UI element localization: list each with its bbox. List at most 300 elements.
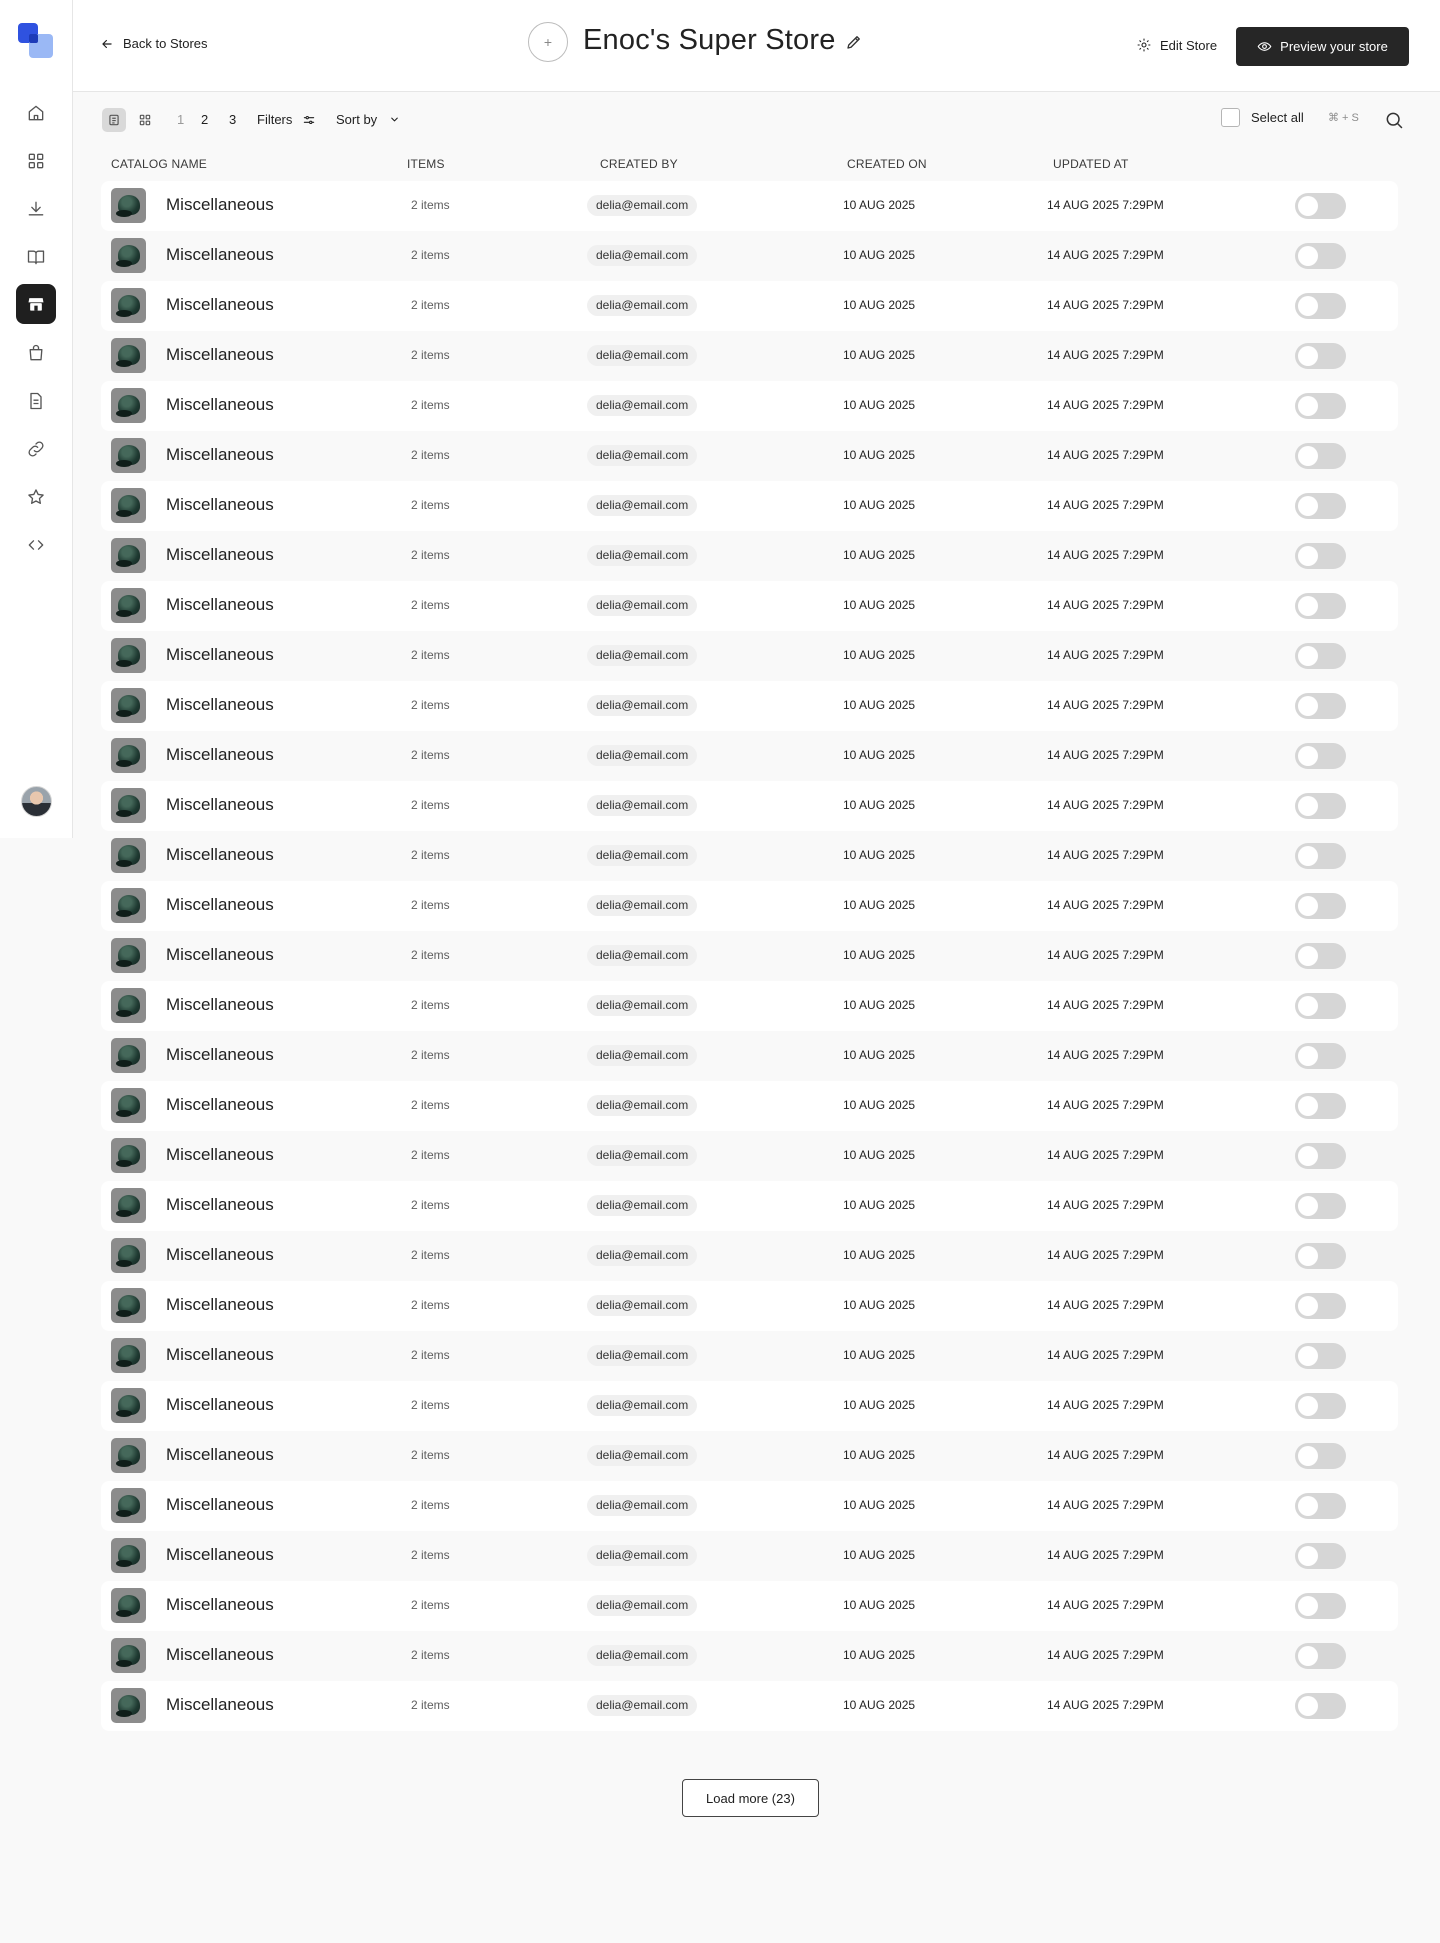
table-row[interactable] <box>101 1181 1398 1231</box>
toggle-knob <box>1298 596 1318 616</box>
catalog-visibility-toggle[interactable] <box>1295 893 1346 919</box>
created-on-date: 10 AUG 2025 <box>843 698 916 712</box>
toggle-knob <box>1298 496 1318 516</box>
catalog-name[interactable]: Miscellaneous <box>166 945 274 964</box>
catalog-visibility-toggle[interactable] <box>1295 943 1346 969</box>
sliders-icon <box>302 113 316 127</box>
updated-at-date: 14 AUG 2025 7:29PM <box>1047 648 1164 662</box>
created-by-email-badge: delia@email.com <box>587 445 697 466</box>
catalog-name[interactable]: Miscellaneous <box>166 1245 274 1264</box>
page-1-button[interactable]: 1 <box>177 112 185 127</box>
sidebar <box>0 0 73 838</box>
table-row[interactable] <box>101 1681 1398 1731</box>
catalog-thumbnail <box>111 388 146 423</box>
star-icon <box>26 487 46 507</box>
updated-at-date: 14 AUG 2025 7:29PM <box>1047 448 1164 462</box>
catalog-name[interactable]: Miscellaneous <box>166 1645 274 1664</box>
catalog-items-count: 2 items <box>411 798 450 812</box>
created-on-date: 10 AUG 2025 <box>843 398 916 412</box>
created-by-email-badge: delia@email.com <box>587 645 697 666</box>
catalog-name[interactable]: Miscellaneous <box>166 695 274 714</box>
nav-dashboard[interactable] <box>16 141 56 181</box>
created-on-date: 10 AUG 2025 <box>843 798 916 812</box>
updated-at-date: 14 AUG 2025 7:29PM <box>1047 1248 1164 1262</box>
catalog-thumbnail <box>111 538 146 573</box>
created-on-date: 10 AUG 2025 <box>843 298 916 312</box>
created-on-date: 10 AUG 2025 <box>843 1498 916 1512</box>
created-on-date: 10 AUG 2025 <box>843 198 916 212</box>
bag-icon <box>26 343 46 363</box>
catalog-name[interactable]: Miscellaneous <box>166 495 274 514</box>
catalog-name[interactable]: Miscellaneous <box>166 795 274 814</box>
created-by-email-badge: delia@email.com <box>587 345 697 366</box>
catalog-thumbnail <box>111 1388 146 1423</box>
table-row[interactable] <box>101 431 1398 481</box>
catalog-visibility-toggle[interactable] <box>1295 1243 1346 1269</box>
catalog-visibility-toggle[interactable] <box>1295 1343 1346 1369</box>
updated-at-date: 14 AUG 2025 7:29PM <box>1047 1448 1164 1462</box>
table-row[interactable] <box>101 1281 1398 1331</box>
table-row[interactable] <box>101 331 1398 381</box>
toggle-knob <box>1298 646 1318 666</box>
table-row[interactable] <box>101 231 1398 281</box>
catalog-items-count: 2 items <box>411 298 450 312</box>
created-by-email-badge: delia@email.com <box>587 1195 697 1216</box>
preview-store-label: Preview your store <box>1280 39 1388 54</box>
catalog-thumbnail <box>111 838 146 873</box>
list-view-icon <box>107 113 121 127</box>
catalog-name[interactable]: Miscellaneous <box>166 1695 274 1714</box>
catalog-visibility-toggle[interactable] <box>1295 493 1346 519</box>
toggle-knob <box>1298 946 1318 966</box>
nav-favorites[interactable] <box>16 477 56 517</box>
created-on-date: 10 AUG 2025 <box>843 1548 916 1562</box>
catalog-items-count: 2 items <box>411 1698 450 1712</box>
table-row[interactable] <box>101 1431 1398 1481</box>
store-logo-upload-button[interactable] <box>528 22 568 62</box>
table-row[interactable] <box>101 681 1398 731</box>
catalog-visibility-toggle[interactable] <box>1295 1093 1346 1119</box>
catalog-items-count: 2 items <box>411 948 450 962</box>
back-to-stores-link[interactable] <box>100 36 208 51</box>
created-on-date: 10 AUG 2025 <box>843 898 916 912</box>
catalog-items-count: 2 items <box>411 1248 450 1262</box>
table-row[interactable] <box>101 1131 1398 1181</box>
nav-stores[interactable] <box>16 284 56 324</box>
created-by-email-badge: delia@email.com <box>587 1295 697 1316</box>
catalog-visibility-toggle[interactable] <box>1295 1143 1346 1169</box>
preview-store-button[interactable] <box>1236 27 1409 66</box>
catalog-thumbnail <box>111 1438 146 1473</box>
table-row[interactable] <box>101 981 1398 1031</box>
catalog-items-count: 2 items <box>411 1448 450 1462</box>
created-on-date: 10 AUG 2025 <box>843 448 916 462</box>
column-header-items[interactable]: ITEMS <box>407 157 445 171</box>
catalog-thumbnail <box>111 588 146 623</box>
created-on-date: 10 AUG 2025 <box>843 748 916 762</box>
chevron-down-icon <box>389 114 400 125</box>
catalog-name[interactable]: Miscellaneous <box>166 195 274 214</box>
created-by-email-badge: delia@email.com <box>587 1545 697 1566</box>
catalog-name[interactable]: Miscellaneous <box>166 295 274 314</box>
edit-store-label: Edit Store <box>1160 37 1218 53</box>
toggle-knob <box>1298 546 1318 566</box>
table-row[interactable] <box>101 281 1398 331</box>
link-icon <box>26 439 46 459</box>
grid-view-button[interactable] <box>133 108 157 132</box>
document-icon <box>26 391 46 411</box>
catalog-name[interactable]: Miscellaneous <box>166 745 274 764</box>
catalog-thumbnail <box>111 1288 146 1323</box>
toggle-knob <box>1298 1696 1318 1716</box>
catalog-thumbnail <box>111 1338 146 1373</box>
catalog-name[interactable]: Miscellaneous <box>166 595 274 614</box>
catalog-thumbnail <box>111 438 146 473</box>
column-header-created-by[interactable]: CREATED BY <box>600 157 678 171</box>
catalog-thumbnail <box>111 788 146 823</box>
search-icon[interactable] <box>1384 110 1404 130</box>
updated-at-date: 14 AUG 2025 7:29PM <box>1047 1148 1164 1162</box>
catalog-visibility-toggle[interactable] <box>1295 1643 1346 1669</box>
table-row[interactable] <box>101 381 1398 431</box>
catalog-visibility-toggle[interactable] <box>1295 543 1346 569</box>
toggle-knob <box>1298 1596 1318 1616</box>
table-row[interactable] <box>101 931 1398 981</box>
catalog-visibility-toggle[interactable] <box>1295 1593 1346 1619</box>
nav-catalog-book[interactable] <box>16 237 56 277</box>
toggle-knob <box>1298 1646 1318 1666</box>
catalog-thumbnail <box>111 488 146 523</box>
created-by-email-badge: delia@email.com <box>587 895 697 916</box>
sort-by-dropdown[interactable] <box>336 112 400 127</box>
table-row[interactable] <box>101 731 1398 781</box>
created-on-date: 10 AUG 2025 <box>843 1448 916 1462</box>
catalog-name[interactable]: Miscellaneous <box>166 1495 274 1514</box>
catalog-items-count: 2 items <box>411 648 450 662</box>
toggle-knob <box>1298 1246 1318 1266</box>
catalog-thumbnail <box>111 988 146 1023</box>
toggle-knob <box>1298 246 1318 266</box>
catalog-visibility-toggle[interactable] <box>1295 1193 1346 1219</box>
table-row[interactable] <box>101 531 1398 581</box>
select-all-checkbox[interactable] <box>1221 108 1240 127</box>
select-all-shortcut: ⌘ + S <box>1328 112 1359 124</box>
catalog-name[interactable]: Miscellaneous <box>166 1295 274 1314</box>
created-by-email-badge: delia@email.com <box>587 295 697 316</box>
created-by-email-badge: delia@email.com <box>587 1395 697 1416</box>
updated-at-date: 14 AUG 2025 7:29PM <box>1047 1698 1164 1712</box>
created-by-email-badge: delia@email.com <box>587 395 697 416</box>
catalog-visibility-toggle[interactable] <box>1295 393 1346 419</box>
top-bar <box>73 0 1440 92</box>
catalog-items-count: 2 items <box>411 1198 450 1212</box>
created-by-email-badge: delia@email.com <box>587 1145 697 1166</box>
catalog-name[interactable]: Miscellaneous <box>166 545 274 564</box>
catalog-thumbnail <box>111 338 146 373</box>
toggle-knob <box>1298 446 1318 466</box>
catalog-thumbnail <box>111 688 146 723</box>
column-header-updated-at[interactable]: UPDATED AT <box>1053 157 1129 171</box>
created-by-email-badge: delia@email.com <box>587 495 697 516</box>
created-on-date: 10 AUG 2025 <box>843 548 916 562</box>
nav-orders[interactable] <box>16 333 56 373</box>
toggle-knob <box>1298 846 1318 866</box>
catalog-items-count: 2 items <box>411 598 450 612</box>
catalog-items-count: 2 items <box>411 448 450 462</box>
code-icon <box>26 535 46 555</box>
home-icon <box>26 103 46 123</box>
column-header-catalog-name[interactable]: CATALOG NAME <box>111 157 207 171</box>
updated-at-date: 14 AUG 2025 7:29PM <box>1047 948 1164 962</box>
updated-at-date: 14 AUG 2025 7:29PM <box>1047 998 1164 1012</box>
catalog-items-count: 2 items <box>411 1648 450 1662</box>
app-logo[interactable] <box>18 23 56 60</box>
download-icon <box>26 199 46 219</box>
catalog-visibility-toggle[interactable] <box>1295 293 1346 319</box>
table-row[interactable] <box>101 1381 1398 1431</box>
updated-at-date: 14 AUG 2025 7:29PM <box>1047 498 1164 512</box>
created-on-date: 10 AUG 2025 <box>843 948 916 962</box>
catalog-name[interactable]: Miscellaneous <box>166 1545 274 1564</box>
load-more-button[interactable]: Load more (23) <box>682 1779 819 1817</box>
catalog-items-count: 2 items <box>411 1298 450 1312</box>
table-row[interactable] <box>101 1581 1398 1631</box>
select-all-label: Select all <box>1251 110 1304 125</box>
created-by-email-badge: delia@email.com <box>587 995 697 1016</box>
eye-icon <box>1257 39 1272 54</box>
updated-at-date: 14 AUG 2025 7:29PM <box>1047 398 1164 412</box>
catalog-name[interactable]: Miscellaneous <box>166 645 274 664</box>
catalog-visibility-toggle[interactable] <box>1295 1043 1346 1069</box>
store-icon <box>26 294 46 314</box>
sort-by-label: Sort by <box>336 112 378 127</box>
catalog-items-count: 2 items <box>411 1048 450 1062</box>
toggle-knob <box>1298 1546 1318 1566</box>
created-on-date: 10 AUG 2025 <box>843 848 916 862</box>
catalog-thumbnail <box>111 1038 146 1073</box>
table-row[interactable] <box>101 881 1398 931</box>
table-row[interactable] <box>101 181 1398 231</box>
table-row[interactable] <box>101 481 1398 531</box>
catalog-visibility-toggle[interactable] <box>1295 343 1346 369</box>
updated-at-date: 14 AUG 2025 7:29PM <box>1047 1548 1164 1562</box>
updated-at-date: 14 AUG 2025 7:29PM <box>1047 848 1164 862</box>
filters-button[interactable] <box>257 112 316 127</box>
created-on-date: 10 AUG 2025 <box>843 248 916 262</box>
created-by-email-badge: delia@email.com <box>587 1245 697 1266</box>
catalog-visibility-toggle[interactable] <box>1295 1493 1346 1519</box>
toggle-knob <box>1298 1196 1318 1216</box>
pencil-icon[interactable] <box>845 33 863 51</box>
table-row[interactable] <box>101 1531 1398 1581</box>
created-on-date: 10 AUG 2025 <box>843 1248 916 1262</box>
catalog-name[interactable]: Miscellaneous <box>166 1345 274 1364</box>
grid-icon <box>26 151 46 171</box>
updated-at-date: 14 AUG 2025 7:29PM <box>1047 898 1164 912</box>
created-by-email-badge: delia@email.com <box>587 1695 697 1716</box>
catalog-thumbnail <box>111 1638 146 1673</box>
grid-view-icon <box>138 113 152 127</box>
table-row[interactable] <box>101 581 1398 631</box>
catalog-name[interactable]: Miscellaneous <box>166 1395 274 1414</box>
catalog-items-count: 2 items <box>411 498 450 512</box>
catalog-thumbnail <box>111 1688 146 1723</box>
catalog-items-count: 2 items <box>411 1398 450 1412</box>
catalog-name[interactable]: Miscellaneous <box>166 895 274 914</box>
toggle-knob <box>1298 296 1318 316</box>
catalog-name[interactable]: Miscellaneous <box>166 1095 274 1114</box>
toggle-knob <box>1298 796 1318 816</box>
catalog-visibility-toggle[interactable] <box>1295 993 1346 1019</box>
created-on-date: 10 AUG 2025 <box>843 1698 916 1712</box>
catalog-name[interactable]: Miscellaneous <box>166 395 274 414</box>
toggle-knob <box>1298 1296 1318 1316</box>
nav-developer[interactable] <box>16 525 56 565</box>
table-row[interactable] <box>101 1231 1398 1281</box>
catalog-name[interactable]: Miscellaneous <box>166 1595 274 1614</box>
catalog-visibility-toggle[interactable] <box>1295 693 1346 719</box>
updated-at-date: 14 AUG 2025 7:29PM <box>1047 1048 1164 1062</box>
toggle-knob <box>1298 1446 1318 1466</box>
catalog-name[interactable]: Miscellaneous <box>166 1145 274 1164</box>
table-row[interactable] <box>101 1481 1398 1531</box>
updated-at-date: 14 AUG 2025 7:29PM <box>1047 1348 1164 1362</box>
catalog-name[interactable]: Miscellaneous <box>166 345 274 364</box>
catalog-visibility-toggle[interactable] <box>1295 243 1346 269</box>
catalog-thumbnail <box>111 1188 146 1223</box>
created-by-email-badge: delia@email.com <box>587 695 697 716</box>
updated-at-date: 14 AUG 2025 7:29PM <box>1047 748 1164 762</box>
updated-at-date: 14 AUG 2025 7:29PM <box>1047 1398 1164 1412</box>
catalog-visibility-toggle[interactable] <box>1295 743 1346 769</box>
select-all-control[interactable] <box>1221 108 1304 127</box>
created-by-email-badge: delia@email.com <box>587 245 697 266</box>
toggle-knob <box>1298 346 1318 366</box>
catalog-visibility-toggle[interactable] <box>1295 1443 1346 1469</box>
updated-at-date: 14 AUG 2025 7:29PM <box>1047 798 1164 812</box>
table-row[interactable] <box>101 631 1398 681</box>
toggle-knob <box>1298 1496 1318 1516</box>
catalog-items-count: 2 items <box>411 998 450 1012</box>
created-by-email-badge: delia@email.com <box>587 195 697 216</box>
catalog-thumbnail <box>111 638 146 673</box>
edit-store-button[interactable] <box>1136 37 1217 53</box>
nav-home[interactable] <box>16 93 56 133</box>
catalog-visibility-toggle[interactable] <box>1295 443 1346 469</box>
updated-at-date: 14 AUG 2025 7:29PM <box>1047 198 1164 212</box>
catalog-thumbnail <box>111 1538 146 1573</box>
created-by-email-badge: delia@email.com <box>587 1445 697 1466</box>
catalog-thumbnail <box>111 238 146 273</box>
catalog-visibility-toggle[interactable] <box>1295 643 1346 669</box>
table-row[interactable] <box>101 831 1398 881</box>
updated-at-date: 14 AUG 2025 7:29PM <box>1047 1098 1164 1112</box>
store-title: Enoc's Super Store <box>583 24 836 56</box>
nav-documents[interactable] <box>16 381 56 421</box>
updated-at-date: 14 AUG 2025 7:29PM <box>1047 1498 1164 1512</box>
created-by-email-badge: delia@email.com <box>587 1045 697 1066</box>
updated-at-date: 14 AUG 2025 7:29PM <box>1047 1298 1164 1312</box>
toggle-knob <box>1298 1146 1318 1166</box>
list-view-button[interactable] <box>102 108 126 132</box>
catalog-name[interactable]: Miscellaneous <box>166 245 274 264</box>
catalog-name[interactable]: Miscellaneous <box>166 845 274 864</box>
created-on-date: 10 AUG 2025 <box>843 1298 916 1312</box>
page-3-button[interactable]: 3 <box>229 112 237 127</box>
catalog-name[interactable]: Miscellaneous <box>166 445 274 464</box>
updated-at-date: 14 AUG 2025 7:29PM <box>1047 548 1164 562</box>
table-row[interactable] <box>101 1081 1398 1131</box>
catalog-items-count: 2 items <box>411 398 450 412</box>
catalog-items-count: 2 items <box>411 1098 450 1112</box>
catalog-visibility-toggle[interactable] <box>1295 193 1346 219</box>
catalog-name[interactable]: Miscellaneous <box>166 1445 274 1464</box>
toggle-knob <box>1298 396 1318 416</box>
catalog-thumbnail <box>111 1238 146 1273</box>
toggle-knob <box>1298 746 1318 766</box>
updated-at-date: 14 AUG 2025 7:29PM <box>1047 348 1164 362</box>
catalog-items-count: 2 items <box>411 348 450 362</box>
table-row[interactable] <box>101 1031 1398 1081</box>
gear-icon <box>1136 37 1152 53</box>
catalog-thumbnail <box>111 288 146 323</box>
catalog-visibility-toggle[interactable] <box>1295 1293 1346 1319</box>
created-on-date: 10 AUG 2025 <box>843 1198 916 1212</box>
table-row[interactable] <box>101 781 1398 831</box>
catalog-visibility-toggle[interactable] <box>1295 793 1346 819</box>
table-row[interactable] <box>101 1631 1398 1681</box>
catalog-visibility-toggle[interactable] <box>1295 1693 1346 1719</box>
created-by-email-badge: delia@email.com <box>587 1495 697 1516</box>
catalog-name[interactable]: Miscellaneous <box>166 995 274 1014</box>
updated-at-date: 14 AUG 2025 7:29PM <box>1047 698 1164 712</box>
page-2-button[interactable]: 2 <box>201 112 209 127</box>
created-by-email-badge: delia@email.com <box>587 1595 697 1616</box>
catalog-name[interactable]: Miscellaneous <box>166 1195 274 1214</box>
toggle-knob <box>1298 1096 1318 1116</box>
catalog-visibility-toggle[interactable] <box>1295 593 1346 619</box>
nav-links[interactable] <box>16 429 56 469</box>
catalog-items-count: 2 items <box>411 1348 450 1362</box>
created-on-date: 10 AUG 2025 <box>843 1398 916 1412</box>
user-avatar[interactable] <box>21 786 52 817</box>
catalog-visibility-toggle[interactable] <box>1295 843 1346 869</box>
created-by-email-badge: delia@email.com <box>587 845 697 866</box>
catalog-items-count: 2 items <box>411 248 450 262</box>
updated-at-date: 14 AUG 2025 7:29PM <box>1047 1198 1164 1212</box>
column-header-created-on[interactable]: CREATED ON <box>847 157 927 171</box>
catalog-items-count: 2 items <box>411 898 450 912</box>
catalog-visibility-toggle[interactable] <box>1295 1393 1346 1419</box>
created-on-date: 10 AUG 2025 <box>843 1148 916 1162</box>
updated-at-date: 14 AUG 2025 7:29PM <box>1047 598 1164 612</box>
toggle-knob <box>1298 896 1318 916</box>
catalog-name[interactable]: Miscellaneous <box>166 1045 274 1064</box>
catalog-visibility-toggle[interactable] <box>1295 1543 1346 1569</box>
table-row[interactable] <box>101 1331 1398 1381</box>
created-on-date: 10 AUG 2025 <box>843 1048 916 1062</box>
catalog-items-count: 2 items <box>411 1598 450 1612</box>
catalog-thumbnail <box>111 1138 146 1173</box>
catalog-table <box>101 181 1398 1731</box>
updated-at-date: 14 AUG 2025 7:29PM <box>1047 298 1164 312</box>
updated-at-date: 14 AUG 2025 7:29PM <box>1047 248 1164 262</box>
created-by-email-badge: delia@email.com <box>587 1345 697 1366</box>
catalog-items-count: 2 items <box>411 1148 450 1162</box>
created-by-email-badge: delia@email.com <box>587 795 697 816</box>
created-on-date: 10 AUG 2025 <box>843 1098 916 1112</box>
nav-downloads[interactable] <box>16 189 56 229</box>
